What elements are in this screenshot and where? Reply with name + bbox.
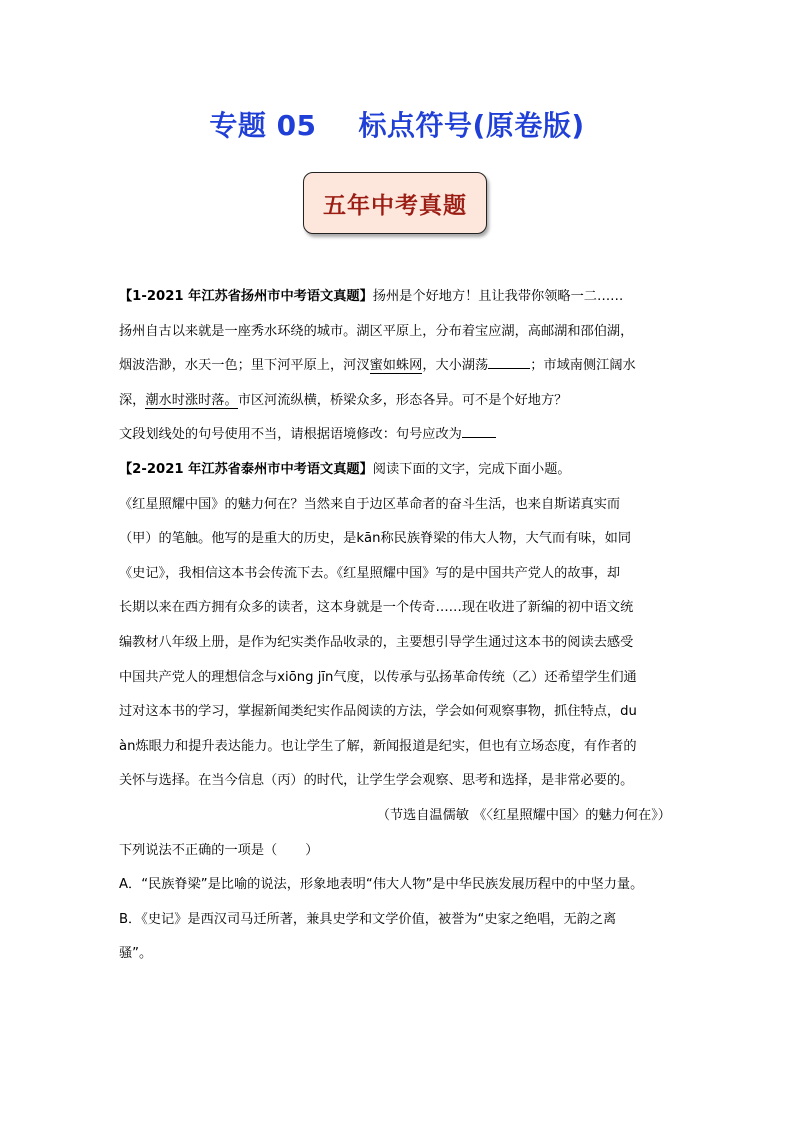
- answer-blank[interactable]: [462, 424, 496, 438]
- q2-source-tag: 【2-2021 年江苏省泰州市中考语文真题】: [119, 461, 373, 477]
- passage-line: 过对这本书的学习，掌握新闻类纪实作品阅读的方法，学会如何观察事物，抓住特点，du: [119, 704, 637, 720]
- q1-line5: 文段划线处的句号使用不当，请根据语境修改：句号应改为: [119, 418, 671, 453]
- title-part2: 标点符号(原卷版): [358, 109, 585, 142]
- passage-line: 《红星照耀中国》的魅力何在？当然来自于边区革命者的奋斗生活，也来自斯诺真实而: [119, 496, 621, 512]
- passage-line: 中国共产党人的理想信念与xiōng jīn气度，以传承与弘扬革命传统（乙）还希望学生们通: [119, 669, 637, 685]
- passage-line: 长期以来在西方拥有众多的读者，这本身就是一个传奇……现在收进了新编的初中语文统: [119, 600, 634, 616]
- title-part1: 专题 05: [209, 109, 317, 142]
- underlined-phrase: 蜜如蛛网: [369, 358, 423, 374]
- passage-line: 《史记》，我相信这本书会传流下去。《红星照耀中国》写的是中国共产党人的故事，却: [119, 565, 621, 581]
- q1-line1: 【1-2021 年江苏省扬州市中考语文真题】扬州是个好地方！且让我带你领略一二……: [119, 289, 624, 304]
- badge-label: 五年中考真题: [323, 191, 467, 219]
- section-badge: [303, 172, 487, 234]
- page-title: [0, 104, 794, 144]
- q1-line4: 深，潮水时涨时落。市区河流纵横，桥梁众多，形态各异。可不是个好地方？: [119, 392, 568, 408]
- q1-line3: 烟波浩渺，水天一色；里下河平原上，河汊蜜如蛛网，大小湖荡 ；市域南侧江阔水: [119, 349, 671, 384]
- passage-line: （甲）的笔触。他写的是重大的历史，是kān称民族脊梁的伟大人物，大气而有味，如同: [119, 531, 632, 547]
- passage-line: 编教材八年级上册，是作为纪实类作品收录的，主要想引导学生通过这本书的阅读去感受: [119, 634, 634, 650]
- underlined-sentence: 潮水时涨时落。: [145, 392, 238, 408]
- option-a: A．“民族脊梁”是比喻的说法，形象地表明“伟大人物”是中华民族发展历程中的中坚力量。: [119, 877, 644, 893]
- passage-line: àn炼眼力和提升表达能力。也让学生了解，新闻报道是纪实，但也有立场态度，有作者的: [119, 738, 637, 754]
- q2-header: 【2-2021 年江苏省泰州市中考语文真题】阅读下面的文字，完成下面小题。: [119, 461, 571, 477]
- answer-blank[interactable]: [488, 355, 530, 369]
- passage-source: （节选自温儒敏 《〈红星照耀中国〉的魅力何在》）: [376, 807, 671, 823]
- q1-source-tag: 【1-2021 年江苏省扬州市中考语文真题】: [119, 289, 373, 304]
- q1-line2: 扬州自古以来就是一座秀水环绕的城市。湖区平原上，分布着宝应湖，高邮湖和邵伯湖，: [119, 323, 634, 339]
- question-stem: 下列说法不正确的一项是（ ）: [119, 842, 319, 858]
- option-b-continued: 骚”。: [119, 946, 153, 962]
- document-body: [119, 280, 671, 972]
- option-b: B．《史记》是西汉司马迁所著，兼具史学和文学价值，被誉为“史家之绝唱，无韵之离: [119, 911, 617, 927]
- passage-line: 关怀与选择。在当今信息（丙）的时代，让学生学会观察、思考和选择，是非常必要的。: [119, 773, 634, 789]
